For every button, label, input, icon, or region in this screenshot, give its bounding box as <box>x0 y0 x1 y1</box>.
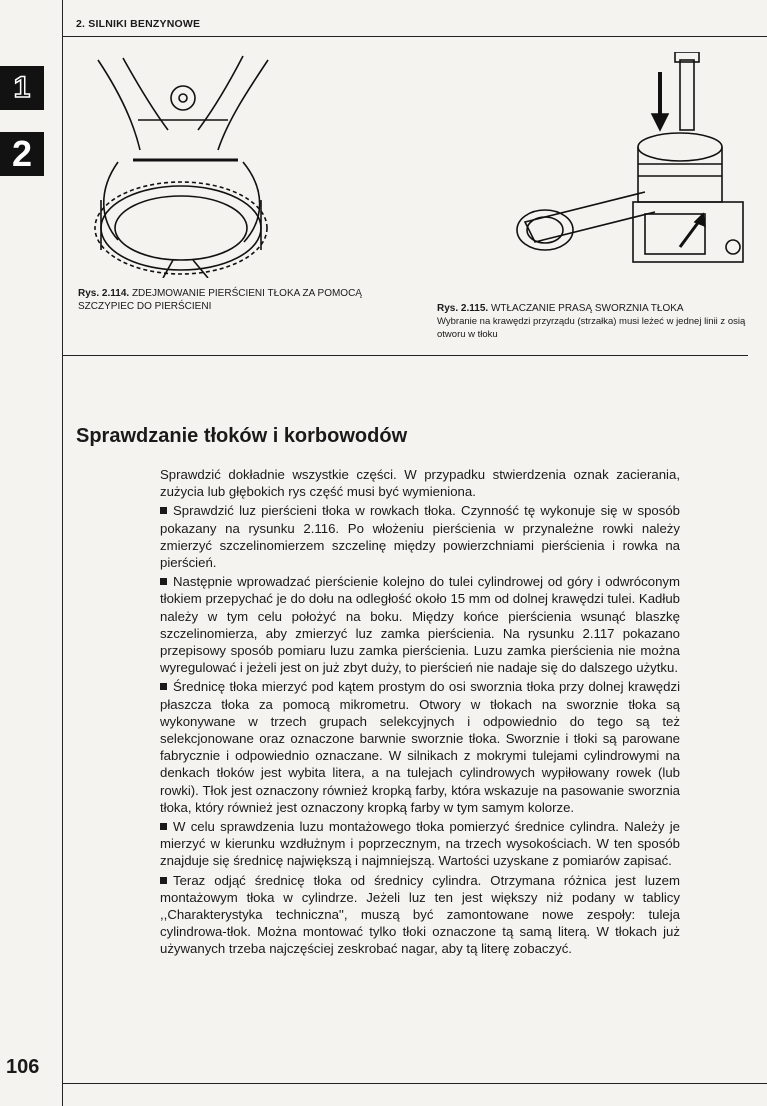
paragraph: Następnie wprowadzać pierścienie kolejno do tulei cylindrowej od góry i odwróconym tłokiem przepychać je do dołu na odległość około 15 mm od dolnej krawędzi tulei. Kadłub należy w tym celu położyć na boku. Między końce pierścienia wsunąć blaszkę szczelinomierza, aby zmierzyć luz zamka pierścienia. Na rysunku 2.117 pokazano przepisowy sposób pomiaru luzu zamka pierścienia. Luzu zamka pierścienia nie można wyregulować i jeżeli jest on już zbyt duży, to pierścień nie nadaje się do dalszego użytku. <box>160 574 680 676</box>
paragraph: Sprawdzić luz pierścieni tłoka w rowkach tłoka. Czynność tę wykonuje się w sposób pokazany na rysunku 2.116. Po włożeniu pierścienia w przynależne rowki należy zmierzyć szczelinomierzem szczelinę między powierzchniami pierścienia i rowka na pierścień. <box>160 503 680 571</box>
paragraph: W celu sprawdzenia luzu montażowego tłoka pomierzyć średnice cylindra. Należy je mierzyć w kierunku wzdłużnym i poprzecznym, na trzech wysokościach. W ten sposób znajduje się średnicę największą i najmniejszą. Wartości uzyskane z pomiarów zapisać. <box>160 819 680 869</box>
chapter-tab-2: 2 <box>0 132 44 176</box>
bullet-square-icon <box>160 823 167 830</box>
footer-rule <box>62 1083 767 1084</box>
body-text <box>160 466 680 960</box>
bullet-square-icon <box>160 877 167 884</box>
figure-ring-pliers <box>78 50 296 278</box>
paragraph: Teraz odjąć średnicę tłoka od średnicy cylindra. Otrzymana różnica jest luzem montażowym tłoka w cylindrze. Jeżeli luz ten jest większy niż podany w tablicy ,,Charakterystyka techniczna'', muszą być zamontowane nowe zespoły: tuleja cylindrowa-tłok. Można montować tylko tłoki oznaczone tą samą literą. W tłokach już używanych trzeba najczęściej zeskrobać nagar, aby tą literę zobaczyć. <box>160 872 680 957</box>
bullet-square-icon <box>160 683 167 690</box>
paragraph: Średnicę tłoka mierzyć pod kątem prostym do osi sworznia tłoka przy dolnej krawędzi płaszcza tłoka za pomocą mikrometru. Otwory w tłokach na sworznie tłoka są wykonywane w trzech grupach selekcyjnych i odpowiednio do tego są też selekcjonowane oraz oznaczone barwnie sworznie tłoka. Sworznie i tłoki są parowane fabrycznie i odpowiednio oznaczane. W silnikach z mokrymi tulejami cylindrowymi na denkach tłoków jest wybita litera, a na tulejach cylindrowych wypiłowany rowek (lub rowki). Tłok jest oznaczony również kropką farby, która wskazuje na pasowanie sworznia tłoka, który również jest oznaczony kropką farby w tym samym kolorze. <box>160 679 680 815</box>
bullet-square-icon <box>160 507 167 514</box>
figure-press-piston-pin <box>505 52 753 280</box>
chapter-tab-1: 1 <box>0 66 44 110</box>
figure-caption-2-114 <box>78 287 378 313</box>
header-rule <box>62 36 767 37</box>
figure-caption-text: WTŁACZANIE PRASĄ SWORZNIA TŁOKA <box>490 303 684 314</box>
figure-separator <box>62 355 748 356</box>
section-title: Sprawdzanie tłoków i korbowodów <box>76 425 408 447</box>
page-number: 106 <box>6 1056 40 1078</box>
running-header: 2. SILNIKI BENZYNOWE <box>76 18 201 30</box>
paragraph: Sprawdzić dokładnie wszystkie części. W przypadku stwierdzenia oznak zacierania, zużycia lub głębokich rys część musi być wymieniona. <box>160 467 680 500</box>
bullet-square-icon <box>160 578 167 585</box>
figure-note: Wybranie na krawędzi przyrządu (strzałka) musi leżeć w jednej linii z osią otworu w tłoku <box>437 316 746 340</box>
figure-caption-text: ZDEJMOWANIE PIERŚCIENI TŁOKA ZA POMOCĄ SZCZYPIEC DO PIERŚCIENI <box>78 288 362 312</box>
figure-number: Rys. 2.114. <box>78 288 130 299</box>
margin-line <box>62 0 63 1106</box>
figure-number: Rys. 2.115. <box>437 303 489 314</box>
figure-caption-2-115 <box>437 302 762 341</box>
